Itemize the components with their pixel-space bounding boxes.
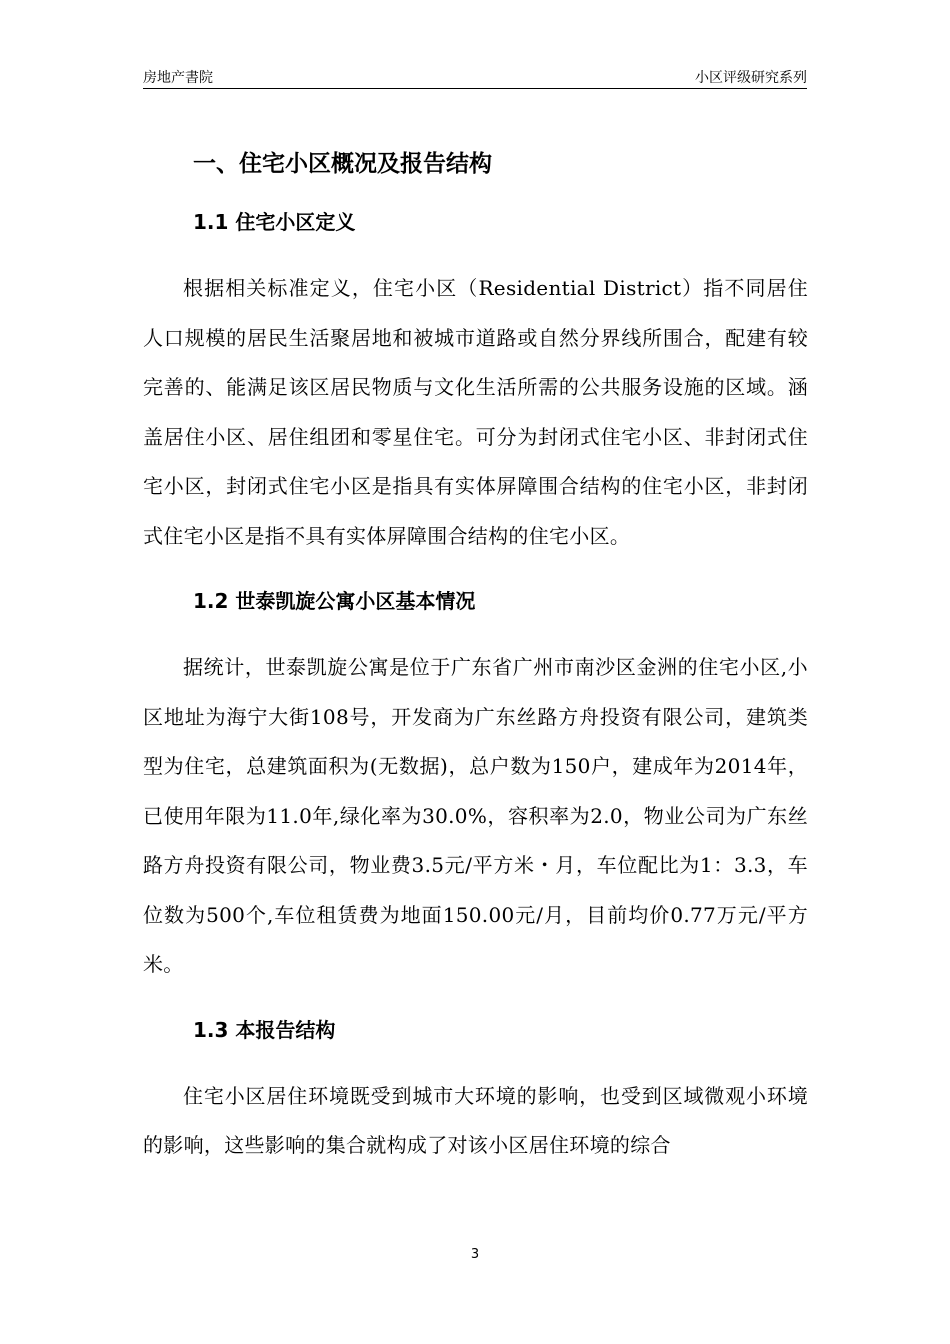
- page-number: 3: [470, 1247, 480, 1262]
- page-content: [143, 140, 808, 1171]
- section-paragraph-1-2: 据统计，世泰凯旋公寓是位于广东省广州市南沙区金洲的住宅小区,小区地址为海宁大街108号，开发商为广东丝路方舟投资有限公司，建筑类型为住宅，总建筑面积为(无数据)，总户数为150户，建成年为2014年，已使用年限为11.0年,绿化率为30.0%，容积率为2.0，物业公司为广东丝路方舟投资有限公司，物业费3.5元/平方米・月，车位配比为1：3.3，车位数为500个,车位租赁费为地面150.00元/月，目前均价0.77万元/平方米。: [143, 655, 808, 976]
- section-title-1-2: 1.2 世泰凯旋公寓小区基本情况: [193, 589, 476, 613]
- page-header: [143, 64, 807, 89]
- section-title-1-1: 1.1 住宅小区定义: [193, 210, 356, 234]
- section-paragraph-1-1: 根据相关标准定义，住宅小区（Residential District）指不同居住人口规模的居民生活聚居地和被城市道路或自然分界线所围合，配建有较完善的、能满足该区居民物质与文化生活所需的公共服务设施的区域。涵盖居住小区、居住组团和零星住宅。可分为封闭式住宅小区、非封闭式住宅小区，封闭式住宅小区是指具有实体屏障围合结构的住宅小区，非封闭式住宅小区是指不具有实体屏障围合结构的住宅小区。: [143, 276, 808, 548]
- chapter-title: 一、住宅小区概况及报告结构: [193, 151, 492, 177]
- section-paragraph-1-3: 住宅小区居住环境既受到城市大环境的影响，也受到区域微观小环境的影响，这些影响的集合就构成了对该小区居住环境的综合: [143, 1083, 808, 1157]
- header-left-text: 房地产書院: [143, 70, 213, 86]
- header-right-text: 小区评级研究系列: [695, 70, 807, 86]
- section-title-1-3: 1.3 本报告结构: [193, 1017, 336, 1042]
